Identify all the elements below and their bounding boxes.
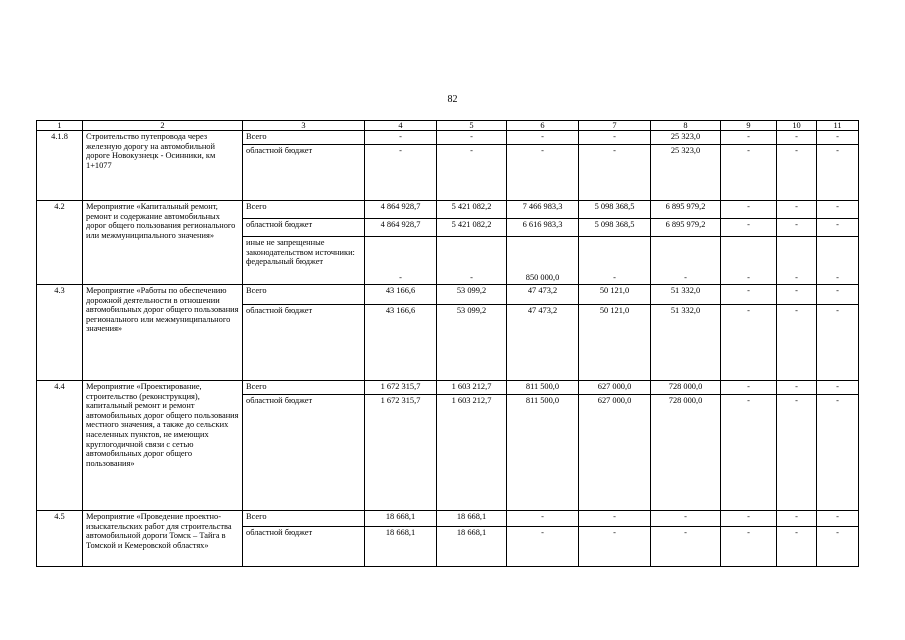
amount-value: - bbox=[747, 512, 750, 521]
amount-cell bbox=[721, 201, 777, 219]
column-number: 7 bbox=[579, 121, 651, 131]
column-number: 8 bbox=[651, 121, 721, 131]
funding-source bbox=[243, 145, 365, 201]
column-number: 6 bbox=[507, 121, 579, 131]
column-number: 3 bbox=[243, 121, 365, 131]
item-name: Мероприятие «Проведение проектно-изыскательских работ для строительства автомобильной дороги Томск – Тайга в Томской и Кемеровской областях» bbox=[83, 511, 243, 567]
amount-value: - bbox=[613, 528, 616, 537]
amount-value: 5 421 082,2 bbox=[451, 202, 492, 211]
amount-cell bbox=[365, 237, 437, 285]
amount-value: - bbox=[836, 306, 839, 315]
amount-value: - bbox=[541, 146, 544, 155]
amount-cell bbox=[817, 511, 859, 527]
amount-value: - bbox=[613, 273, 616, 283]
amount-value: 47 473,2 bbox=[527, 286, 558, 295]
amount-cell bbox=[507, 237, 579, 285]
page-number: 82 bbox=[447, 94, 458, 105]
funding-source bbox=[243, 237, 365, 285]
amount-cell bbox=[777, 285, 817, 305]
amount-cell bbox=[579, 237, 651, 285]
amount-value: - bbox=[836, 512, 839, 521]
amount-value: - bbox=[795, 396, 798, 405]
amount-value: 18 668,1 bbox=[456, 512, 487, 521]
amount-value: - bbox=[836, 220, 839, 229]
amount-value: - bbox=[836, 286, 839, 295]
amount-value: - bbox=[747, 528, 750, 537]
amount-cell bbox=[651, 527, 721, 567]
amount-value: 6 616 983,3 bbox=[522, 220, 563, 229]
amount-value: 4 864 928,7 bbox=[380, 220, 421, 229]
amount-cell bbox=[579, 219, 651, 237]
amount-cell bbox=[721, 219, 777, 237]
amount-value: 850 000,0 bbox=[525, 273, 560, 283]
amount-value: - bbox=[747, 273, 750, 283]
amount-cell bbox=[777, 381, 817, 395]
amount-value: - bbox=[399, 132, 402, 141]
amount-value: 51 332,0 bbox=[670, 306, 701, 315]
amount-value: 5 421 082,2 bbox=[451, 220, 492, 229]
amount-cell bbox=[817, 285, 859, 305]
amount-value: 6 895 979,2 bbox=[665, 202, 706, 211]
amount-value: 7 466 983,3 bbox=[522, 202, 563, 211]
item-name: Мероприятие «Проектирование, строительство (реконструкция), капитальный ремонт и ремонт автомобильных дорог общего пользования местного значения, а также до сельских населенных пунктов, не имеющих круглогодичной связи с сетью автомобильных дорог общего пользования» bbox=[83, 381, 243, 511]
amount-cell bbox=[721, 381, 777, 395]
item-number: 4.2 bbox=[37, 201, 83, 285]
funding-source bbox=[243, 511, 365, 527]
column-number: 9 bbox=[721, 121, 777, 131]
amount-cell bbox=[579, 395, 651, 511]
amount-value: - bbox=[747, 132, 750, 141]
amount-value: - bbox=[747, 286, 750, 295]
amount-cell bbox=[817, 395, 859, 511]
funding-source-label: областной бюджет bbox=[246, 146, 313, 155]
amount-value: - bbox=[470, 273, 473, 283]
amount-cell bbox=[579, 201, 651, 219]
table-row bbox=[37, 131, 859, 145]
funding-source-label: Всего bbox=[246, 132, 267, 141]
funding-source bbox=[243, 395, 365, 511]
amount-cell bbox=[507, 527, 579, 567]
amount-value: - bbox=[795, 220, 798, 229]
funding-source bbox=[243, 219, 365, 237]
amount-value: 627 000,0 bbox=[597, 396, 632, 405]
amount-value: 18 668,1 bbox=[385, 528, 416, 537]
amount-value: 25 323,0 bbox=[670, 132, 701, 141]
amount-value: - bbox=[613, 132, 616, 141]
amount-cell bbox=[365, 527, 437, 567]
funding-source-sublabel: федеральный бюджет bbox=[246, 257, 324, 267]
amount-value: - bbox=[836, 273, 839, 283]
amount-cell bbox=[817, 201, 859, 219]
amount-cell bbox=[721, 145, 777, 201]
item-name: Мероприятие «Работы по обеспечению дорожной деятельности в отношении автомобильных дорог общего пользования регионального или межмуниципального значения» bbox=[83, 285, 243, 381]
funding-source-label: Всего bbox=[246, 512, 267, 521]
amount-cell bbox=[365, 201, 437, 219]
item-name: Мероприятие «Капитальный ремонт, ремонт и содержание автомобильных дорог общего пользования регионального или межмуниципального значения» bbox=[83, 201, 243, 285]
amount-cell bbox=[651, 381, 721, 395]
amount-cell bbox=[721, 305, 777, 381]
amount-value: - bbox=[613, 146, 616, 155]
amount-cell bbox=[651, 237, 721, 285]
amount-value: 1 672 315,7 bbox=[380, 382, 421, 391]
amount-value: 51 332,0 bbox=[670, 286, 701, 295]
column-number-row bbox=[37, 121, 859, 131]
amount-value: - bbox=[684, 273, 687, 283]
amount-value: 47 473,2 bbox=[527, 306, 558, 315]
table-row bbox=[37, 285, 859, 305]
amount-cell bbox=[507, 285, 579, 305]
amount-value: - bbox=[795, 132, 798, 141]
amount-cell bbox=[777, 237, 817, 285]
amount-cell bbox=[651, 285, 721, 305]
amount-value: - bbox=[613, 512, 616, 521]
amount-value: - bbox=[836, 132, 839, 141]
amount-cell bbox=[579, 131, 651, 145]
budget-table bbox=[36, 120, 859, 567]
amount-value: 627 000,0 bbox=[597, 382, 632, 391]
funding-source bbox=[243, 131, 365, 145]
amount-cell bbox=[507, 381, 579, 395]
amount-cell bbox=[721, 285, 777, 305]
amount-value: - bbox=[684, 528, 687, 537]
amount-cell bbox=[777, 511, 817, 527]
amount-cell bbox=[777, 527, 817, 567]
amount-value: - bbox=[470, 146, 473, 155]
funding-source-label: Всего bbox=[246, 202, 267, 211]
amount-value: - bbox=[541, 132, 544, 141]
amount-cell bbox=[437, 381, 507, 395]
amount-cell bbox=[817, 305, 859, 381]
funding-source bbox=[243, 201, 365, 219]
amount-cell bbox=[817, 381, 859, 395]
item-number: 4.5 bbox=[37, 511, 83, 567]
amount-value: 728 000,0 bbox=[668, 382, 703, 391]
amount-cell bbox=[365, 305, 437, 381]
amount-value: 4 864 928,7 bbox=[380, 202, 421, 211]
amount-cell bbox=[579, 305, 651, 381]
amount-cell bbox=[365, 219, 437, 237]
funding-source-label: областной бюджет bbox=[246, 528, 313, 537]
amount-value: - bbox=[747, 220, 750, 229]
amount-value: - bbox=[541, 528, 544, 537]
amount-cell bbox=[651, 201, 721, 219]
amount-value: 53 099,2 bbox=[456, 286, 487, 295]
amount-value: 811 500,0 bbox=[525, 382, 560, 391]
amount-value: 6 895 979,2 bbox=[665, 220, 706, 229]
amount-cell bbox=[817, 237, 859, 285]
amount-value: - bbox=[399, 273, 402, 283]
amount-cell bbox=[817, 219, 859, 237]
table-row bbox=[37, 511, 859, 527]
amount-cell bbox=[507, 395, 579, 511]
amount-value: - bbox=[795, 146, 798, 155]
funding-source-label: иные не запрещенные законодательством источники: bbox=[246, 238, 355, 257]
item-number: 4.3 bbox=[37, 285, 83, 381]
amount-value: 728 000,0 bbox=[668, 396, 703, 405]
amount-value: 1 672 315,7 bbox=[380, 396, 421, 405]
amount-value: - bbox=[795, 382, 798, 391]
funding-source bbox=[243, 527, 365, 567]
amount-value: 43 166,6 bbox=[385, 306, 416, 315]
item-name: Строительство путепровода через железную дорогу на автомобильной дороге Новокузнецк - Осинники, км 1+1077 bbox=[83, 131, 243, 201]
amount-value: - bbox=[795, 286, 798, 295]
amount-cell bbox=[721, 131, 777, 145]
amount-value: 50 121,0 bbox=[599, 286, 630, 295]
amount-value: - bbox=[795, 512, 798, 521]
amount-value: - bbox=[795, 528, 798, 537]
table-row bbox=[37, 381, 859, 395]
amount-cell bbox=[507, 131, 579, 145]
amount-cell bbox=[777, 201, 817, 219]
amount-cell bbox=[507, 219, 579, 237]
amount-cell bbox=[721, 237, 777, 285]
amount-value: - bbox=[541, 512, 544, 521]
column-number: 10 bbox=[777, 121, 817, 131]
amount-value: 53 099,2 bbox=[456, 306, 487, 315]
funding-source bbox=[243, 285, 365, 305]
amount-value: - bbox=[684, 512, 687, 521]
amount-value: 50 121,0 bbox=[599, 306, 630, 315]
amount-value: 18 668,1 bbox=[456, 528, 487, 537]
amount-value: - bbox=[836, 396, 839, 405]
amount-cell bbox=[777, 219, 817, 237]
amount-cell bbox=[437, 285, 507, 305]
amount-cell bbox=[437, 131, 507, 145]
amount-value: 1 603 212,7 bbox=[451, 382, 492, 391]
funding-source-label: Всего bbox=[246, 286, 267, 295]
amount-cell bbox=[777, 395, 817, 511]
amount-cell bbox=[437, 201, 507, 219]
amount-value: 43 166,6 bbox=[385, 286, 416, 295]
amount-value: 1 603 212,7 bbox=[451, 396, 492, 405]
amount-cell bbox=[507, 511, 579, 527]
amount-cell bbox=[721, 511, 777, 527]
amount-cell bbox=[579, 527, 651, 567]
amount-value: - bbox=[795, 202, 798, 211]
column-number: 2 bbox=[83, 121, 243, 131]
amount-cell bbox=[365, 395, 437, 511]
amount-cell bbox=[437, 145, 507, 201]
amount-cell bbox=[365, 131, 437, 145]
amount-value: - bbox=[836, 528, 839, 537]
item-number: 4.1.8 bbox=[37, 131, 83, 201]
amount-cell bbox=[437, 511, 507, 527]
amount-value: 5 098 368,5 bbox=[594, 202, 635, 211]
amount-cell bbox=[651, 305, 721, 381]
amount-value: - bbox=[836, 146, 839, 155]
amount-cell bbox=[777, 131, 817, 145]
amount-cell bbox=[721, 527, 777, 567]
amount-cell bbox=[365, 285, 437, 305]
amount-cell bbox=[437, 395, 507, 511]
item-number: 4.4 bbox=[37, 381, 83, 511]
amount-cell bbox=[365, 511, 437, 527]
amount-cell bbox=[365, 381, 437, 395]
amount-value: - bbox=[836, 382, 839, 391]
amount-value: 25 323,0 bbox=[670, 146, 701, 155]
funding-source bbox=[243, 381, 365, 395]
table-row bbox=[37, 201, 859, 219]
amount-cell bbox=[437, 219, 507, 237]
funding-source-label: Всего bbox=[246, 382, 267, 391]
amount-value: - bbox=[747, 146, 750, 155]
amount-cell bbox=[507, 305, 579, 381]
column-number: 5 bbox=[437, 121, 507, 131]
amount-value: - bbox=[747, 382, 750, 391]
amount-cell bbox=[579, 511, 651, 527]
amount-cell bbox=[651, 145, 721, 201]
amount-cell bbox=[579, 285, 651, 305]
amount-value: - bbox=[836, 202, 839, 211]
amount-cell bbox=[437, 527, 507, 567]
amount-value: - bbox=[470, 132, 473, 141]
column-number: 4 bbox=[365, 121, 437, 131]
amount-value: - bbox=[795, 306, 798, 315]
amount-value: - bbox=[747, 396, 750, 405]
amount-cell bbox=[651, 511, 721, 527]
amount-value: - bbox=[795, 273, 798, 283]
amount-cell bbox=[507, 201, 579, 219]
funding-source bbox=[243, 305, 365, 381]
amount-value: - bbox=[747, 306, 750, 315]
column-number: 11 bbox=[817, 121, 859, 131]
amount-cell bbox=[579, 145, 651, 201]
amount-cell bbox=[651, 219, 721, 237]
amount-cell bbox=[721, 395, 777, 511]
amount-cell bbox=[651, 131, 721, 145]
amount-value: - bbox=[747, 202, 750, 211]
column-number: 1 bbox=[37, 121, 83, 131]
amount-cell bbox=[651, 395, 721, 511]
amount-cell bbox=[365, 145, 437, 201]
amount-cell bbox=[437, 305, 507, 381]
funding-source-label: областной бюджет bbox=[246, 396, 313, 405]
amount-cell bbox=[817, 131, 859, 145]
funding-source-label: областной бюджет bbox=[246, 220, 313, 229]
amount-cell bbox=[777, 305, 817, 381]
amount-cell bbox=[817, 145, 859, 201]
amount-cell bbox=[777, 145, 817, 201]
amount-cell bbox=[507, 145, 579, 201]
amount-value: 811 500,0 bbox=[525, 396, 560, 405]
amount-cell bbox=[437, 237, 507, 285]
amount-value: 18 668,1 bbox=[385, 512, 416, 521]
amount-value: - bbox=[399, 146, 402, 155]
amount-value: 5 098 368,5 bbox=[594, 220, 635, 229]
amount-cell bbox=[817, 527, 859, 567]
amount-cell bbox=[579, 381, 651, 395]
funding-source-label: областной бюджет bbox=[246, 306, 313, 315]
